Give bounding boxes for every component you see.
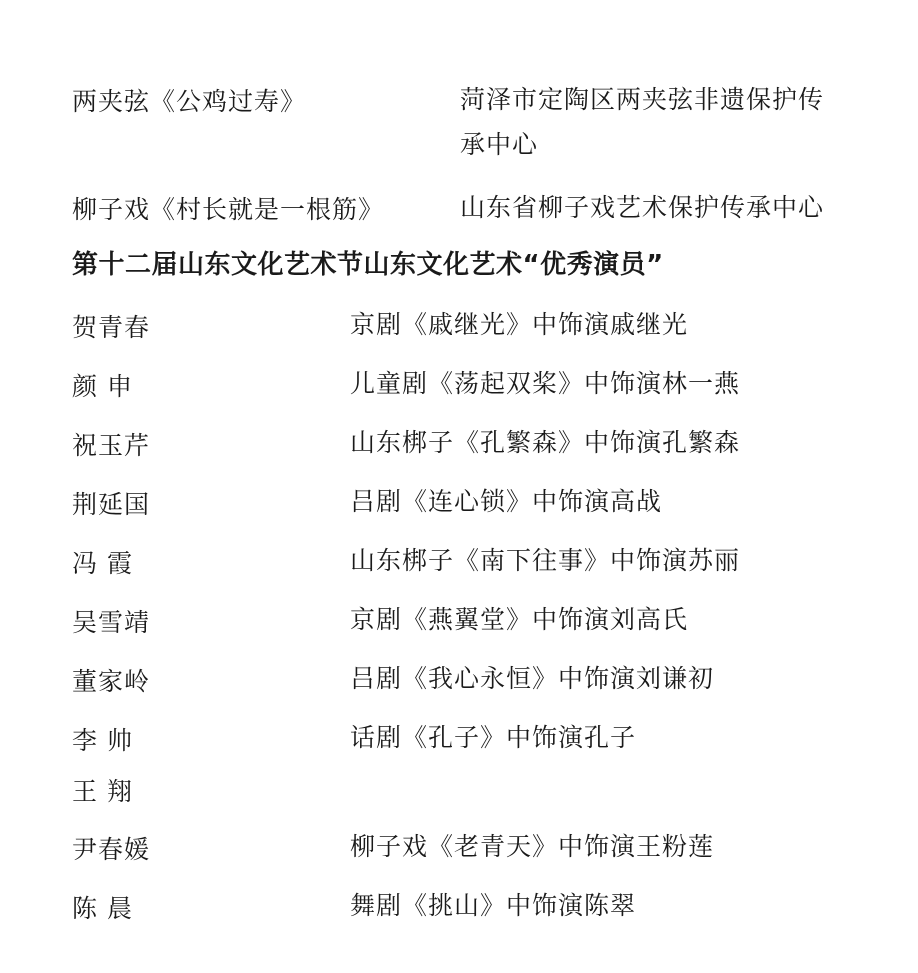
actor-role: 吕剧《我心永恒》中饰演刘谦初 <box>350 664 715 693</box>
actor-name: 尹春媛 <box>72 835 151 864</box>
play-title: 两夹弦《公鸡过寿》 <box>72 87 307 116</box>
actor-name: 颜 申 <box>72 372 133 401</box>
actor-name: 王 翔 <box>72 777 133 806</box>
actor-name: 贺青春 <box>72 313 151 342</box>
actor-role: 吕剧《连心锁》中饰演高战 <box>350 487 663 516</box>
award-section-heading: 第十二届山东文化艺术节山东文化艺术“优秀演员” <box>72 250 664 280</box>
actor-name: 冯 霞 <box>72 549 133 578</box>
organization-name: 菏泽市定陶区两夹弦非遗保护传 <box>460 85 825 114</box>
organization-name: 山东省柳子戏艺术保护传承中心 <box>460 193 825 222</box>
actor-name: 李 帅 <box>72 726 133 755</box>
actor-role: 话剧《孔子》中饰演孔子 <box>350 723 637 752</box>
actor-role: 柳子戏《老青天》中饰演王粉莲 <box>350 832 715 861</box>
actor-role: 京剧《燕翼堂》中饰演刘高氏 <box>350 605 689 634</box>
actor-role: 舞剧《挑山》中饰演陈翠 <box>350 891 637 920</box>
actor-role: 京剧《戚继光》中饰演戚继光 <box>350 310 689 339</box>
actor-role: 山东梆子《孔繁森》中饰演孔繁森 <box>350 428 741 457</box>
actor-role: 儿童剧《荡起双桨》中饰演林一燕 <box>350 369 741 398</box>
actor-role: 山东梆子《南下往事》中饰演苏丽 <box>350 546 741 575</box>
actor-name: 吴雪靖 <box>72 608 151 637</box>
actor-name: 董家岭 <box>72 667 151 696</box>
organization-name-continued: 承中心 <box>460 130 539 159</box>
actor-name: 祝玉芹 <box>72 431 151 460</box>
actor-name: 陈 晨 <box>72 894 133 923</box>
actor-name: 荆延国 <box>72 490 151 519</box>
play-title: 柳子戏《村长就是一根筋》 <box>72 195 385 224</box>
